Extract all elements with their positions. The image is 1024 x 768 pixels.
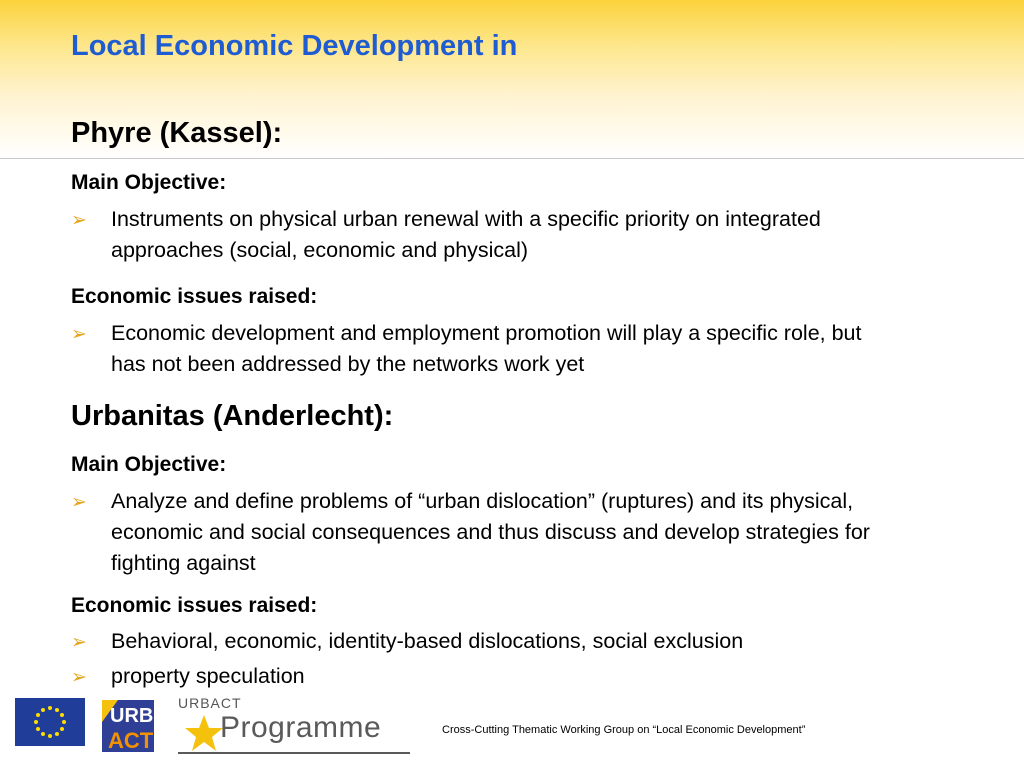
eu-flag-logo xyxy=(15,698,85,746)
bullet-text: Instruments on physical urban renewal with a specific priority on integrated approaches (social, economic and physical) xyxy=(111,207,821,262)
programme-logo-word: Programme xyxy=(220,711,382,744)
bullet-text: Behavioral, economic, identity-based dislocations, social exclusion xyxy=(111,629,744,653)
bullet-item xyxy=(71,486,901,579)
footer-text: Cross-Cutting Thematic Working Group on “Local Economic Development” xyxy=(442,724,806,736)
bullet-item xyxy=(71,204,901,266)
programme-logo-small: URBACT xyxy=(178,695,242,711)
bullet-text: Analyze and define problems of “urban dislocation” (ruptures) and its physical, economic and social consequences and thus discuss and develop strategies for fighting against xyxy=(111,489,870,575)
urbact-logo-line1: URB xyxy=(110,705,154,727)
star-icon xyxy=(184,713,224,753)
eu-stars-icon xyxy=(15,698,85,746)
bullet-text: Economic development and employment promotion will play a specific role, but has not been addressed by the networks work yet xyxy=(111,321,862,376)
header-divider xyxy=(0,158,1024,159)
footer xyxy=(0,690,1024,768)
slide-title: Local Economic Development in xyxy=(71,30,518,62)
bullet-item xyxy=(71,626,901,657)
issues-label: Economic issues raised: xyxy=(71,285,318,308)
arrow-bullet-icon: ➢ xyxy=(71,492,87,513)
programme-underline xyxy=(178,752,410,754)
urbact-programme-logo xyxy=(176,695,412,755)
arrow-bullet-icon: ➢ xyxy=(71,324,87,345)
urbact-logo-graphic xyxy=(96,696,156,754)
urbact-logo xyxy=(96,696,156,754)
main-objective-label: Main Objective: xyxy=(71,171,227,194)
section-heading-urbanitas: Urbanitas (Anderlecht): xyxy=(71,400,394,432)
main-objective-label: Main Objective: xyxy=(71,453,227,476)
issues-label: Economic issues raised: xyxy=(71,594,318,617)
bullet-item xyxy=(71,661,901,692)
bullet-text: property speculation xyxy=(111,664,305,688)
bullet-item xyxy=(71,318,901,380)
arrow-bullet-icon: ➢ xyxy=(71,667,87,688)
urbact-logo-line2: ACT xyxy=(108,728,154,753)
arrow-bullet-icon: ➢ xyxy=(71,632,87,653)
arrow-bullet-icon: ➢ xyxy=(71,210,87,231)
section-heading-phyre: Phyre (Kassel): xyxy=(71,117,283,149)
